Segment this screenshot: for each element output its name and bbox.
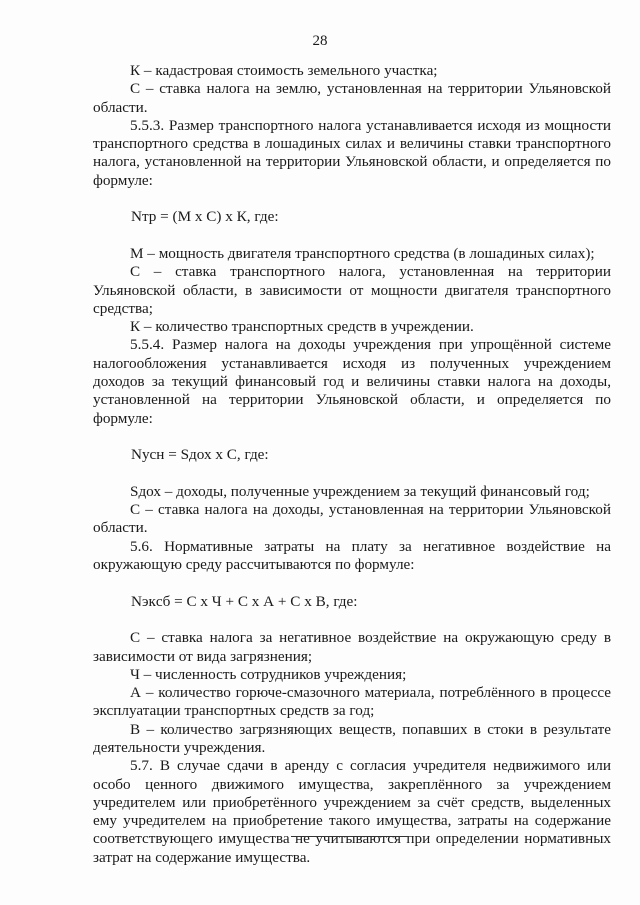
document-body [93,62,611,867]
paragraph-c-land-tax: С – ставка налога на землю, установленная на территории Ульяновской области. [93,80,611,116]
formula-environment-fee: Nэкcб = С х Ч + С х А + С х В, где: [131,592,358,610]
spacer [93,574,611,592]
paragraph-5-5-3: 5.5.3. Размер транспортного налога устанавливается исходя из мощности транспортного средства в лошадиных силах и величины ставки транспортного налога, установленной на территории Ульяновской области, и определяется по формуле: [93,116,611,189]
paragraph-5-6: 5.6. Нормативные затраты на плату за негативное воздействие на окружающую среду рассчитываются по формуле: [93,537,611,574]
spacer [93,190,611,208]
paragraph-k-vehicles: К – количество транспортных средств в учреждении. [130,318,474,336]
paragraph-a-fuel: А – количество горюче-смазочного материала, потреблённого в процессе эксплуатации транспортных средств за год; [93,684,611,720]
paragraph-c-transport-rate: С – ставка транспортного налога, установленная на территории Ульяновской области, в зависимости от мощности двигателя транспортного средства; [93,263,611,317]
page-number: 28 [312,33,328,49]
spacer [93,428,611,446]
paragraph-v-pollutants: В – количество загрязняющих веществ, попавших в стоки в результате деятельности учреждения. [93,720,611,756]
paragraph-5-5-4: 5.5.4. Размер налога на доходы учреждения при упрощённой системе налогообложения устанавливается исходя из полученных учреждением доходов за текущий финансовый год и величины ставки налога на доходы, установленной на территории Ульяновской области, и определяется по формуле: [93,336,611,427]
paragraph-s-income: Sдох – доходы, полученные учреждением за текущий финансовый год; [130,482,590,500]
formula-simplified-tax: Nусн = Sдох х С, где: [131,446,269,464]
end-separator-line [291,836,409,837]
paragraph-c-income-rate: С – ставка налога на доходы, установленная на территории Ульяновской области. [93,501,611,537]
paragraph-5-7: 5.7. В случае сдачи в аренду с согласия учредителя недвижимого или особо ценного движимого имущества, закреплённого за учреждением учредителем или приобретённого учреждением за счёт средств, выделенных ему учредителем на приобретение такого имущества, затраты на содержание соответствующего имущества не учитываются при определении нормативных затрат на содержание имущества. [93,757,611,866]
paragraph-c-impact-rate: С – ставка налога за негативное воздействие на окружающую среду в зависимости от вида загрязнения; [93,629,611,665]
paragraph-m-power: М – мощность двигателя транспортного средства (в лошадиных силах); [130,244,595,262]
spacer [93,611,611,629]
spacer [93,465,611,483]
spacer [93,227,611,245]
paragraph-k-cadastral: К – кадастровая стоимость земельного участка; [130,62,438,79]
formula-transport-tax: Nтр = (М х С) х К, где: [131,208,279,226]
paragraph-ch-staff: Ч – численность сотрудников учреждения; [130,665,407,683]
